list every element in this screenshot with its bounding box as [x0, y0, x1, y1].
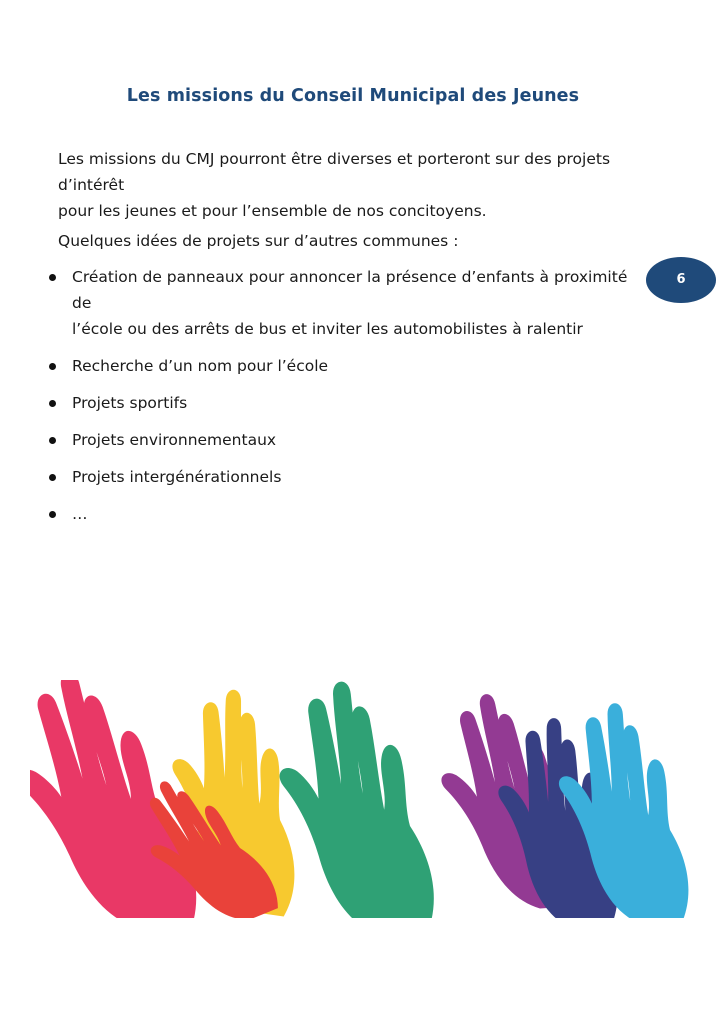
- bullet-icon: [49, 274, 56, 281]
- page-title: Les missions du Conseil Municipal des Jeunes: [126, 86, 580, 106]
- bullet-icon: [49, 437, 56, 444]
- list-item: [0, 264, 640, 342]
- list-item-text: Projets intergénérationnels: [72, 468, 282, 486]
- bullet-icon: [49, 400, 56, 407]
- list-item-line-1: Création de panneaux pour annoncer la présence d’enfants à proximité de: [72, 268, 628, 312]
- intro-paragraph: [58, 146, 678, 224]
- hand-green: [274, 680, 441, 920]
- ideas-lead: Quelques idées de projets sur d’autres communes :: [58, 232, 459, 250]
- bullet-icon: [49, 363, 56, 370]
- intro-line-2: pour les jeunes et pour l’ensemble de nos concitoyens.: [58, 202, 487, 220]
- list-item: [0, 353, 640, 379]
- bullet-icon: [49, 511, 56, 518]
- list-item: [0, 390, 640, 416]
- ideas-list: [0, 264, 640, 538]
- list-item: [0, 464, 640, 490]
- list-item-text: …: [72, 505, 88, 523]
- list-item-line-2: l’école ou des arrêts de bus et inviter les automobilistes à ralentir: [72, 320, 583, 338]
- page-number-badge: 6: [646, 257, 716, 303]
- bullet-icon: [49, 474, 56, 481]
- intro-line-1: Les missions du CMJ pourront être diverses et porteront sur des projets d’intérêt: [58, 150, 611, 194]
- raised-hands-illustration: [30, 680, 694, 920]
- list-item: [0, 427, 640, 453]
- list-item-text: Recherche d’un nom pour l’école: [72, 357, 329, 375]
- list-item: [0, 501, 640, 527]
- list-item-text: Projets sportifs: [72, 394, 188, 412]
- list-item-text: Projets environnementaux: [72, 431, 277, 449]
